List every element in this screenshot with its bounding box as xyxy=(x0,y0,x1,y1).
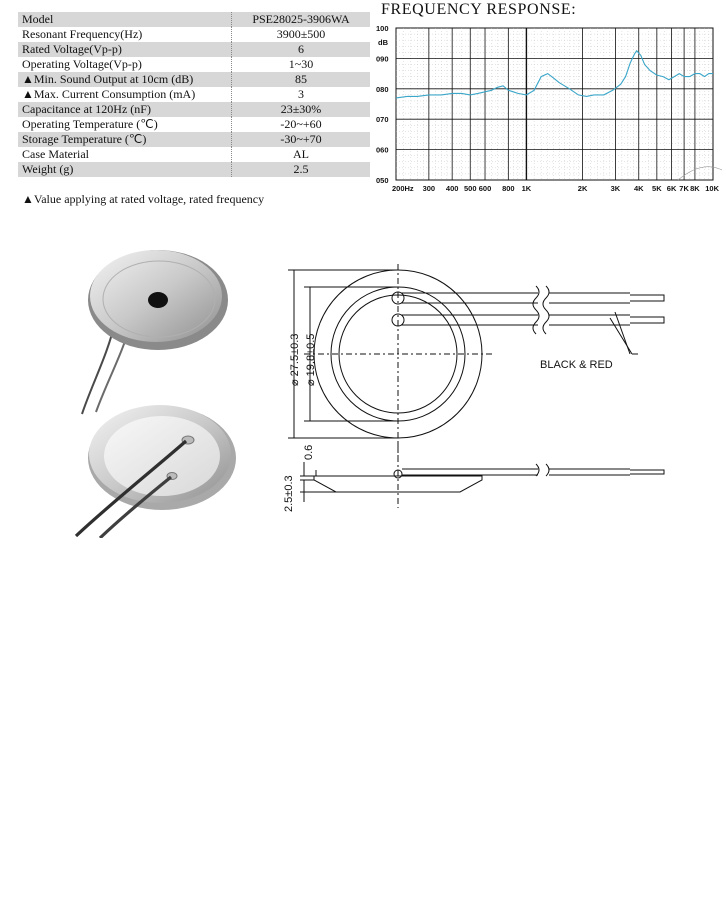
spec-row xyxy=(18,72,370,87)
x-tick-label: 300 xyxy=(422,184,436,193)
y-tick-label: 080 xyxy=(376,84,389,94)
inner-diameter-label: ⌀ 19.8±0.5 xyxy=(305,333,317,386)
x-tick-label: 2K xyxy=(577,184,588,193)
x-tick-label: 3K xyxy=(610,184,621,193)
x-tick-label: 1K xyxy=(521,184,532,193)
chart-plot-area xyxy=(396,28,713,180)
spec-value: 85 xyxy=(232,72,371,87)
x-tick-label: 500 xyxy=(463,184,477,193)
spec-table xyxy=(18,12,370,177)
inner-diameter-value: 19.8±0.5 xyxy=(305,333,317,377)
chart-title: FREQUENCY RESPONSE: xyxy=(381,1,577,18)
y-tick-label: 090 xyxy=(376,54,389,64)
spec-row xyxy=(18,57,370,72)
spec-label: Capacitance at 120Hz (nF) xyxy=(18,102,232,117)
spec-row xyxy=(18,132,370,147)
buzzer-photo-back xyxy=(82,250,228,414)
y-tick-label: 070 xyxy=(376,115,389,125)
spec-row xyxy=(18,87,370,102)
spec-label: Operating Temperature (℃) xyxy=(18,117,232,132)
outer-diameter-value: 27.5±0.3 xyxy=(289,333,301,377)
x-tick-label: 6K xyxy=(666,184,677,193)
spec-row xyxy=(18,42,370,57)
spec-value: 23±30% xyxy=(232,102,371,117)
spec-row xyxy=(18,147,370,162)
spec-value: 3 xyxy=(232,87,371,102)
spec-value: 6 xyxy=(232,42,371,57)
spec-value: -30~+70 xyxy=(232,132,371,147)
dimension-drawing xyxy=(270,262,726,522)
spec-table-body xyxy=(18,12,370,177)
spec-row xyxy=(18,117,370,132)
x-tick-label: 200Hz xyxy=(392,184,414,193)
y-tick-label: 100 xyxy=(376,24,389,33)
spec-label: Storage Temperature (℃) xyxy=(18,132,232,147)
spec-value: PSE28025-3906WA xyxy=(232,12,371,27)
outer-diameter-label: ⌀ 27.5±0.3 xyxy=(289,333,301,386)
frequency-response-chart xyxy=(372,20,722,198)
spec-label: ▲Max. Current Consumption (mA) xyxy=(18,87,232,102)
spec-label: Operating Voltage(Vp-p) xyxy=(18,57,232,72)
spec-value: 2.5 xyxy=(232,162,371,177)
x-tick-label: 7K xyxy=(679,184,689,193)
side-view xyxy=(300,442,664,508)
y-axis-label: dB xyxy=(378,38,388,47)
spec-value: -20~+60 xyxy=(232,117,371,132)
x-tick-label: 5K xyxy=(652,184,662,193)
spec-note: ▲Value applying at rated voltage, rated frequency xyxy=(22,192,265,206)
x-tick-label: 10K xyxy=(705,184,719,193)
spec-label: Case Material xyxy=(18,147,232,162)
lead-color-label: BLACK & RED xyxy=(540,359,613,371)
spec-label: Rated Voltage(Vp-p) xyxy=(18,42,232,57)
product-photos xyxy=(70,244,250,538)
spec-value: 3900±500 xyxy=(232,27,371,42)
x-tick-label: 400 xyxy=(445,184,459,193)
spec-row xyxy=(18,12,370,27)
x-tick-label: 4K xyxy=(633,184,644,193)
x-tick-label: 600 xyxy=(478,184,492,193)
y-tick-label: 060 xyxy=(376,145,389,155)
buzzer-photo-front xyxy=(76,405,236,538)
plate-thickness-label: 0.6 xyxy=(303,444,315,460)
total-height-label: 2.5±0.3 xyxy=(283,475,295,512)
spec-value: AL xyxy=(232,147,371,162)
spec-value: 1~30 xyxy=(232,57,371,72)
spec-row xyxy=(18,27,370,42)
x-tick-label: 800 xyxy=(502,184,515,193)
spec-label: ▲Min. Sound Output at 10cm (dB) xyxy=(18,72,232,87)
spec-row xyxy=(18,102,370,117)
spec-label: Weight (g) xyxy=(18,162,232,177)
x-tick-label: 8K xyxy=(690,184,700,193)
y-tick-label: 050 xyxy=(376,176,389,185)
spec-label: Model xyxy=(18,12,232,27)
spec-row xyxy=(18,162,370,177)
spec-label: Resonant Frequency(Hz) xyxy=(18,27,232,42)
